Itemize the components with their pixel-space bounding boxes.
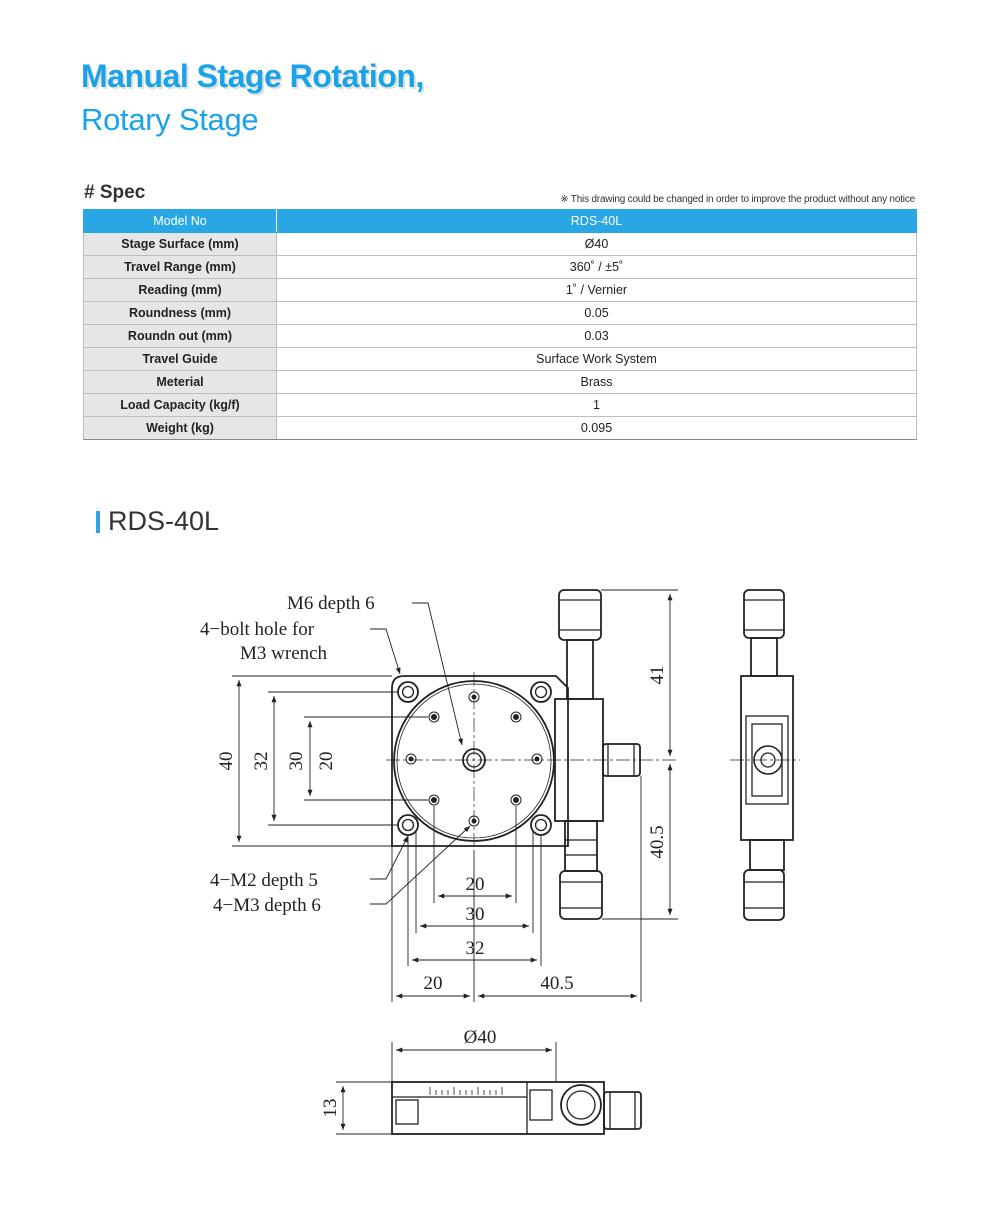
callout-bolt-line1: 4−bolt hole for — [200, 619, 315, 640]
spec-label: Travel Range (mm) — [84, 256, 277, 279]
dim-20: 20 — [316, 751, 337, 771]
spec-label: Stage Surface (mm) — [84, 233, 277, 256]
dim-h32: 32 — [465, 938, 485, 959]
spec-value: 0.03 — [277, 325, 917, 348]
spec-value: 0.05 — [277, 302, 917, 325]
front-view — [392, 1082, 641, 1134]
spec-label: Reading (mm) — [84, 279, 277, 302]
spec-value: 1 — [277, 394, 917, 417]
dim-32: 32 — [251, 751, 272, 771]
page-title-line1: Manual Stage Rotation, — [81, 58, 424, 94]
dim-diameter-40: Ø40 — [463, 1027, 497, 1048]
spec-label: Load Capacity (kg/f) — [84, 394, 277, 417]
spec-label: Travel Guide — [84, 348, 277, 371]
spec-heading: # Spec — [84, 182, 146, 203]
dim-40-5-vertical: 40.5 — [647, 825, 668, 859]
spec-label: Roundness (mm) — [84, 302, 277, 325]
dim-h30: 30 — [465, 904, 485, 925]
spec-label: Roundn out (mm) — [84, 325, 277, 348]
dim-41: 41 — [647, 665, 668, 685]
dim-13: 13 — [320, 1098, 341, 1118]
callout-bolt-line2: M3 wrench — [240, 643, 328, 664]
callout-m2: 4−M2 depth 5 — [210, 870, 318, 891]
spec-value: Surface Work System — [277, 348, 917, 371]
spec-value: 0.095 — [277, 417, 917, 440]
top-view — [386, 590, 678, 919]
spec-label: Meterial — [84, 371, 277, 394]
spec-label: Weight (kg) — [84, 417, 277, 440]
callout-m6: M6 depth 6 — [287, 593, 375, 614]
dim-40: 40 — [216, 751, 237, 771]
spec-value: 1˚ / Vernier — [277, 279, 917, 302]
dim-h20: 20 — [465, 874, 485, 895]
spec-col-model-value: RDS-40L — [277, 210, 917, 233]
spec-col-model: Model No — [84, 210, 277, 233]
dimension-lines — [232, 590, 678, 1134]
side-view — [730, 590, 800, 920]
section-title-text: RDS-40L — [108, 506, 220, 536]
spec-value: Ø40 — [277, 233, 917, 256]
page-title-line2: Rotary Stage — [81, 102, 259, 137]
dim-30: 30 — [286, 751, 307, 771]
spec-value: 360˚ / ±5˚ — [277, 256, 917, 279]
dim-b40-5: 40.5 — [540, 973, 574, 994]
callout-m3: 4−M3 depth 6 — [213, 895, 321, 916]
spec-notice: ※ This drawing could be changed in order to improve the product without any notice — [560, 194, 915, 205]
dim-b20: 20 — [423, 973, 443, 994]
spec-value: Brass — [277, 371, 917, 394]
